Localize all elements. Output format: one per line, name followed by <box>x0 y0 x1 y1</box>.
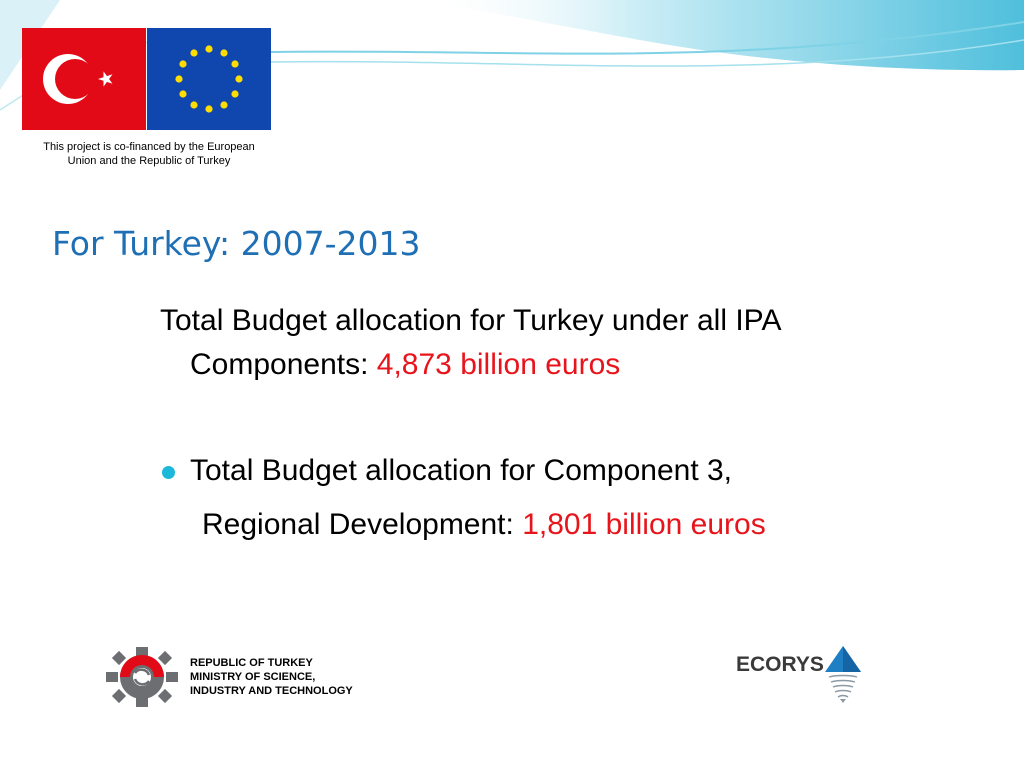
ministry-line-1: REPUBLIC OF TURKEY <box>190 657 313 669</box>
regional-development-label: Regional Development: <box>202 508 523 541</box>
ministry-gear-logo-icon <box>102 645 182 709</box>
ministry-line-3: INDUSTRY AND TECHNOLOGY <box>190 685 353 697</box>
total-budget-line-2 <box>190 347 620 383</box>
ministry-name <box>190 656 353 698</box>
eu-flag-icon <box>147 28 271 130</box>
ecorys-logo-text: ECORYS <box>736 653 824 676</box>
total-budget-amount: 4,873 billion euros <box>376 348 621 381</box>
total-budget-line-1: Total Budget allocation for Turkey under all IPA <box>160 304 782 337</box>
component-3-budget-line-2 <box>202 507 766 543</box>
cofinance-line-2: Union and the Republic of Turkey <box>67 155 231 167</box>
slide-title: For Turkey: 2007-2013 <box>52 224 421 263</box>
turkey-flag-icon <box>22 28 146 130</box>
cofinance-line-1: This project is co-financed by the European <box>43 141 255 153</box>
component-3-budget-line-1: Total Budget allocation for Component 3, <box>190 454 733 487</box>
ecorys-triangle-logo-icon <box>823 644 863 704</box>
cofinance-note <box>14 140 284 168</box>
bullet-dot-icon <box>162 466 175 479</box>
component-3-amount: 1,801 billion euros <box>522 508 766 541</box>
ministry-line-2: MINISTRY OF SCIENCE, <box>190 671 316 683</box>
components-label: Components: <box>190 348 377 381</box>
